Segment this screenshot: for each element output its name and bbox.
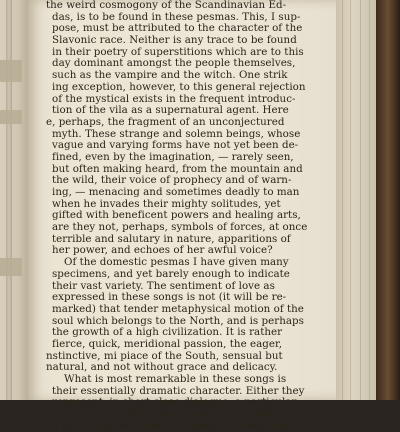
text-line: What is most remarkable in these songs is: [64, 373, 287, 385]
text-line: marked) that tender metaphysical motion of the: [52, 302, 304, 315]
page-edge-line: [369, 0, 370, 400]
book-spine: [376, 0, 400, 400]
text-line: a particular sentiment or passion; or else they: [52, 419, 295, 432]
text-line: the weird cosmogony of the Scandinavian Ed-: [46, 0, 287, 11]
text-line: e, perhaps, the fragment of an unconjectured: [46, 115, 285, 128]
previous-page-edge: [0, 0, 30, 400]
text-line: but often making heard, from the mountain and: [52, 162, 303, 175]
text-line: when he invades their mighty solitudes, yet: [52, 197, 281, 210]
page-tab: [0, 110, 22, 124]
page-edge-line: [342, 0, 343, 400]
text-line: their vast variety. The sentiment of love as: [52, 279, 275, 292]
text-line: pose, must be attributed to the character of the: [52, 22, 303, 35]
page-edge-line: [360, 0, 361, 400]
page-edge-line: [350, 0, 351, 400]
text-line: myth. These strange and solemn beings, whose: [52, 127, 301, 140]
text-line: fined, even by the imagination, — rarely seen,: [52, 150, 294, 163]
text-line: tion of the vila as a supernatural agent. Here: [52, 104, 289, 117]
text-line: such as the vampire and the witch. One strik: [52, 69, 288, 82]
text-line: soul which belongs to the North, and is perhaps: [52, 314, 304, 327]
text-line: are they not, perhaps, symbols of forces, at once: [52, 221, 308, 234]
text-line: of the mystical exists in the frequent introduc-: [52, 92, 296, 105]
text-line: fierce, quick, meridional passion, the eager,: [52, 337, 283, 350]
text-line: ing, — menacing and sometimes deadly to man: [52, 186, 300, 198]
text-line: terrible and salutary in nature, apparitions of: [52, 232, 291, 245]
text-line: Of the domestic pesmas I have given many: [64, 256, 289, 269]
text-line: day dominant amongst the people themselves,: [52, 57, 296, 70]
text-line: nstinctive, mi piace of the South, sensual but: [46, 349, 283, 362]
text-line: vague and varying forms have not yet been de-: [52, 139, 299, 152]
text-line: "situation," or they treat a particular phase of: [52, 408, 293, 421]
text-line: Slavonic race. Neither is any trace to be found: [52, 34, 297, 47]
page-tab: [0, 60, 22, 82]
text-line: the growth of a high civilization. It is rather: [52, 326, 283, 339]
text-line: in their poetry of superstitions which are to this: [52, 45, 304, 58]
page-body-text: [46, 0, 342, 432]
text-line: specimens, and yet barely enough to indicate: [52, 267, 290, 280]
text-line: das, is to be found in these pesmas. This, I sup-: [52, 10, 301, 23]
text-line: natural, and not without grace and delicacy.: [46, 361, 278, 374]
text-line: the wild, their voice of prophecy and of warn-: [52, 174, 292, 187]
text-line: ing exception, however, to this general rejection: [52, 80, 306, 93]
page-tab: [0, 258, 22, 276]
book-page: [28, 0, 340, 432]
text-line: their essentially dramatic character. Either they: [52, 384, 305, 397]
page-stack-edge: [336, 0, 376, 400]
text-line: gifted with beneficent powers and healing arts,: [52, 209, 301, 222]
text-line: represent, in short close dialogue, a particular: [52, 396, 297, 409]
text-line: expressed in these songs is not (it will be re-: [52, 291, 287, 304]
text-line: her power, and echoes of her awful voice?: [52, 244, 273, 257]
